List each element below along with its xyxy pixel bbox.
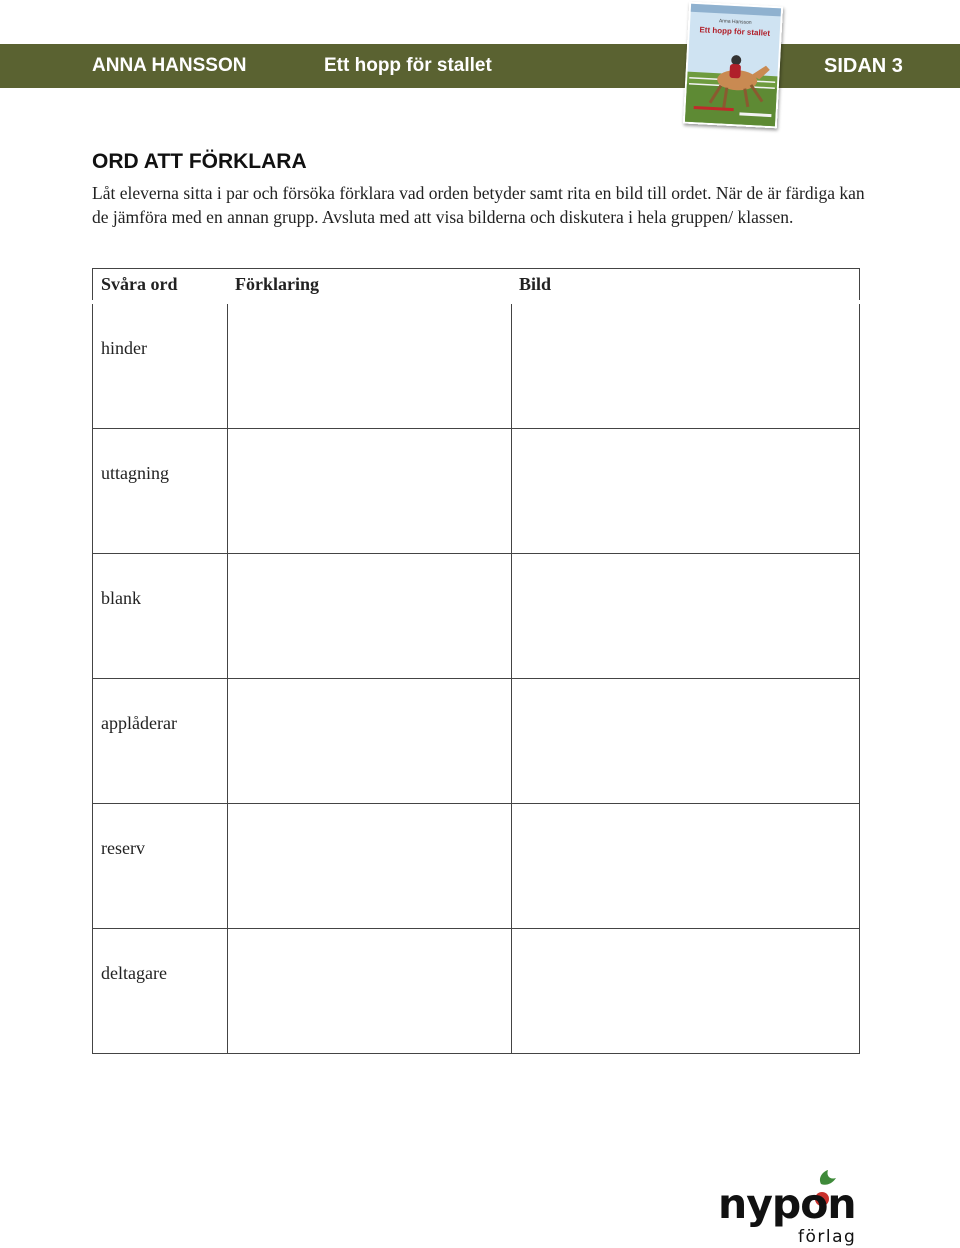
picture-cell[interactable] bbox=[511, 554, 860, 679]
picture-cell[interactable] bbox=[511, 679, 860, 804]
word-cell: hinder bbox=[93, 302, 228, 429]
explanation-cell[interactable] bbox=[227, 804, 511, 929]
explanation-cell[interactable] bbox=[227, 929, 511, 1054]
word-cell: deltagare bbox=[93, 929, 228, 1054]
explanation-cell[interactable] bbox=[227, 302, 511, 429]
picture-cell[interactable] bbox=[511, 302, 860, 429]
section-heading: ORD ATT FÖRKLARA bbox=[92, 150, 307, 173]
header-picture: Bild bbox=[511, 269, 860, 303]
book-title: Ett hopp för stallet bbox=[324, 55, 492, 76]
picture-cell[interactable] bbox=[511, 804, 860, 929]
header-words: Svåra ord bbox=[93, 269, 228, 303]
table-row bbox=[93, 554, 860, 679]
explanation-cell[interactable] bbox=[227, 679, 511, 804]
table-row bbox=[93, 804, 860, 929]
word-table bbox=[92, 268, 860, 1054]
page-number: SIDAN 3 bbox=[824, 55, 903, 77]
instructions-text: Låt eleverna sitta i par och försöka förklara vad orden betyder samt rita en bild till ordet. När de är färdiga kan de jämföra med en annan grupp. Avsluta med att visa bilderna och diskutera i hela gruppen/ klassen. bbox=[92, 183, 865, 227]
explanation-cell[interactable] bbox=[227, 429, 511, 554]
cover-author: Anna Hansson bbox=[718, 18, 752, 26]
logo-sub: förlag bbox=[798, 1227, 857, 1247]
table-row bbox=[93, 929, 860, 1054]
picture-cell[interactable] bbox=[511, 929, 860, 1054]
book-cover-image bbox=[683, 2, 783, 129]
word-cell: applåderar bbox=[93, 679, 228, 804]
explanation-cell[interactable] bbox=[227, 554, 511, 679]
cover-title: Ett hopp för stallet bbox=[699, 25, 771, 38]
table-row bbox=[93, 302, 860, 429]
table-header-row bbox=[93, 269, 860, 303]
word-cell: blank bbox=[93, 554, 228, 679]
header-bar bbox=[0, 44, 960, 88]
table-row bbox=[93, 679, 860, 804]
word-cell: reserv bbox=[93, 804, 228, 929]
word-cell: uttagning bbox=[93, 429, 228, 554]
author-name: ANNA HANSSON bbox=[92, 55, 247, 76]
publisher-logo bbox=[718, 1168, 866, 1248]
picture-cell[interactable] bbox=[511, 429, 860, 554]
table-row bbox=[93, 429, 860, 554]
header-explanation: Förklaring bbox=[227, 269, 511, 303]
logo-brand: nypon bbox=[718, 1180, 856, 1228]
